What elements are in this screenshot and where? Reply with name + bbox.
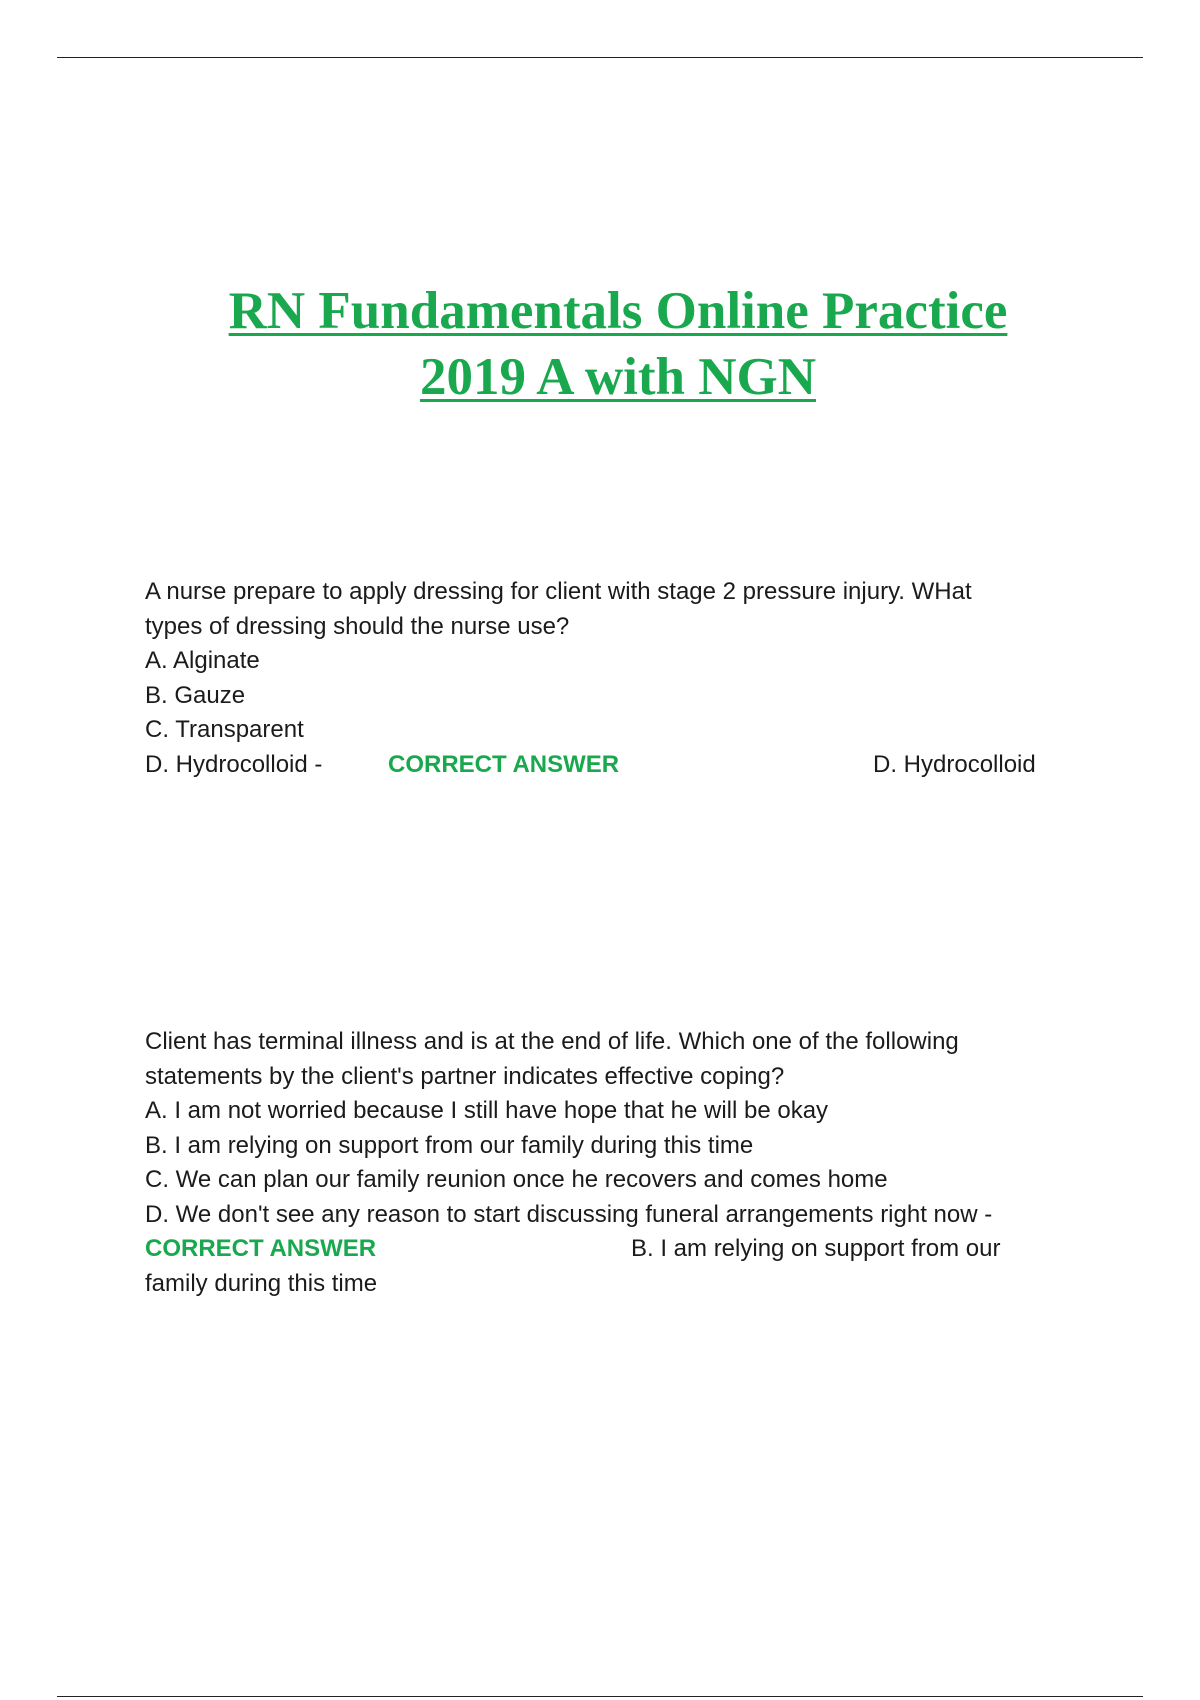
- question-stem-line: A nurse prepare to apply dressing for client with stage 2 pressure injury. WHat: [145, 578, 972, 605]
- question-stem-line: Client has terminal illness and is at the end of life. Which one of the following: [145, 1028, 959, 1055]
- answer-row: [145, 1232, 1065, 1267]
- question-2: [145, 1025, 1065, 1301]
- option-b: B. I am relying on support from our family during this time: [145, 1131, 754, 1159]
- document-title: [0, 278, 1200, 410]
- title-line-2: 2019 A with NGN: [419, 348, 817, 406]
- correct-answer-text: D. Hydrocolloid: [873, 750, 1036, 778]
- top-rule: [57, 57, 1143, 58]
- question-1: [145, 575, 1065, 782]
- bottom-rule: [57, 1696, 1143, 1697]
- correct-answer-label: CORRECT ANSWER: [145, 1235, 377, 1262]
- question-stem-line: types of dressing should the nurse use?: [145, 612, 570, 640]
- option-b: B. Gauze: [145, 681, 246, 709]
- option-c: C. Transparent: [145, 716, 304, 743]
- option-c: C. We can plan our family reunion once he recovers and comes home: [145, 1166, 888, 1193]
- option-d: D. We don't see any reason to start discussing funeral arrangements right now -: [145, 1200, 993, 1228]
- option-a: A. Alginate: [145, 647, 260, 674]
- option-d: D. Hydrocolloid -: [145, 750, 323, 778]
- correct-answer-label: CORRECT ANSWER: [388, 750, 620, 778]
- answer-row: [145, 748, 1065, 783]
- correct-answer-text: B. I am relying on support from our: [631, 1235, 1001, 1262]
- question-stem-line: statements by the client's partner indicates effective coping?: [145, 1062, 785, 1090]
- title-line-1: RN Fundamentals Online Practice: [228, 282, 1008, 340]
- option-a: A. I am not worried because I still have hope that he will be okay: [145, 1097, 829, 1124]
- correct-answer-text-continued: family during this time: [145, 1269, 378, 1297]
